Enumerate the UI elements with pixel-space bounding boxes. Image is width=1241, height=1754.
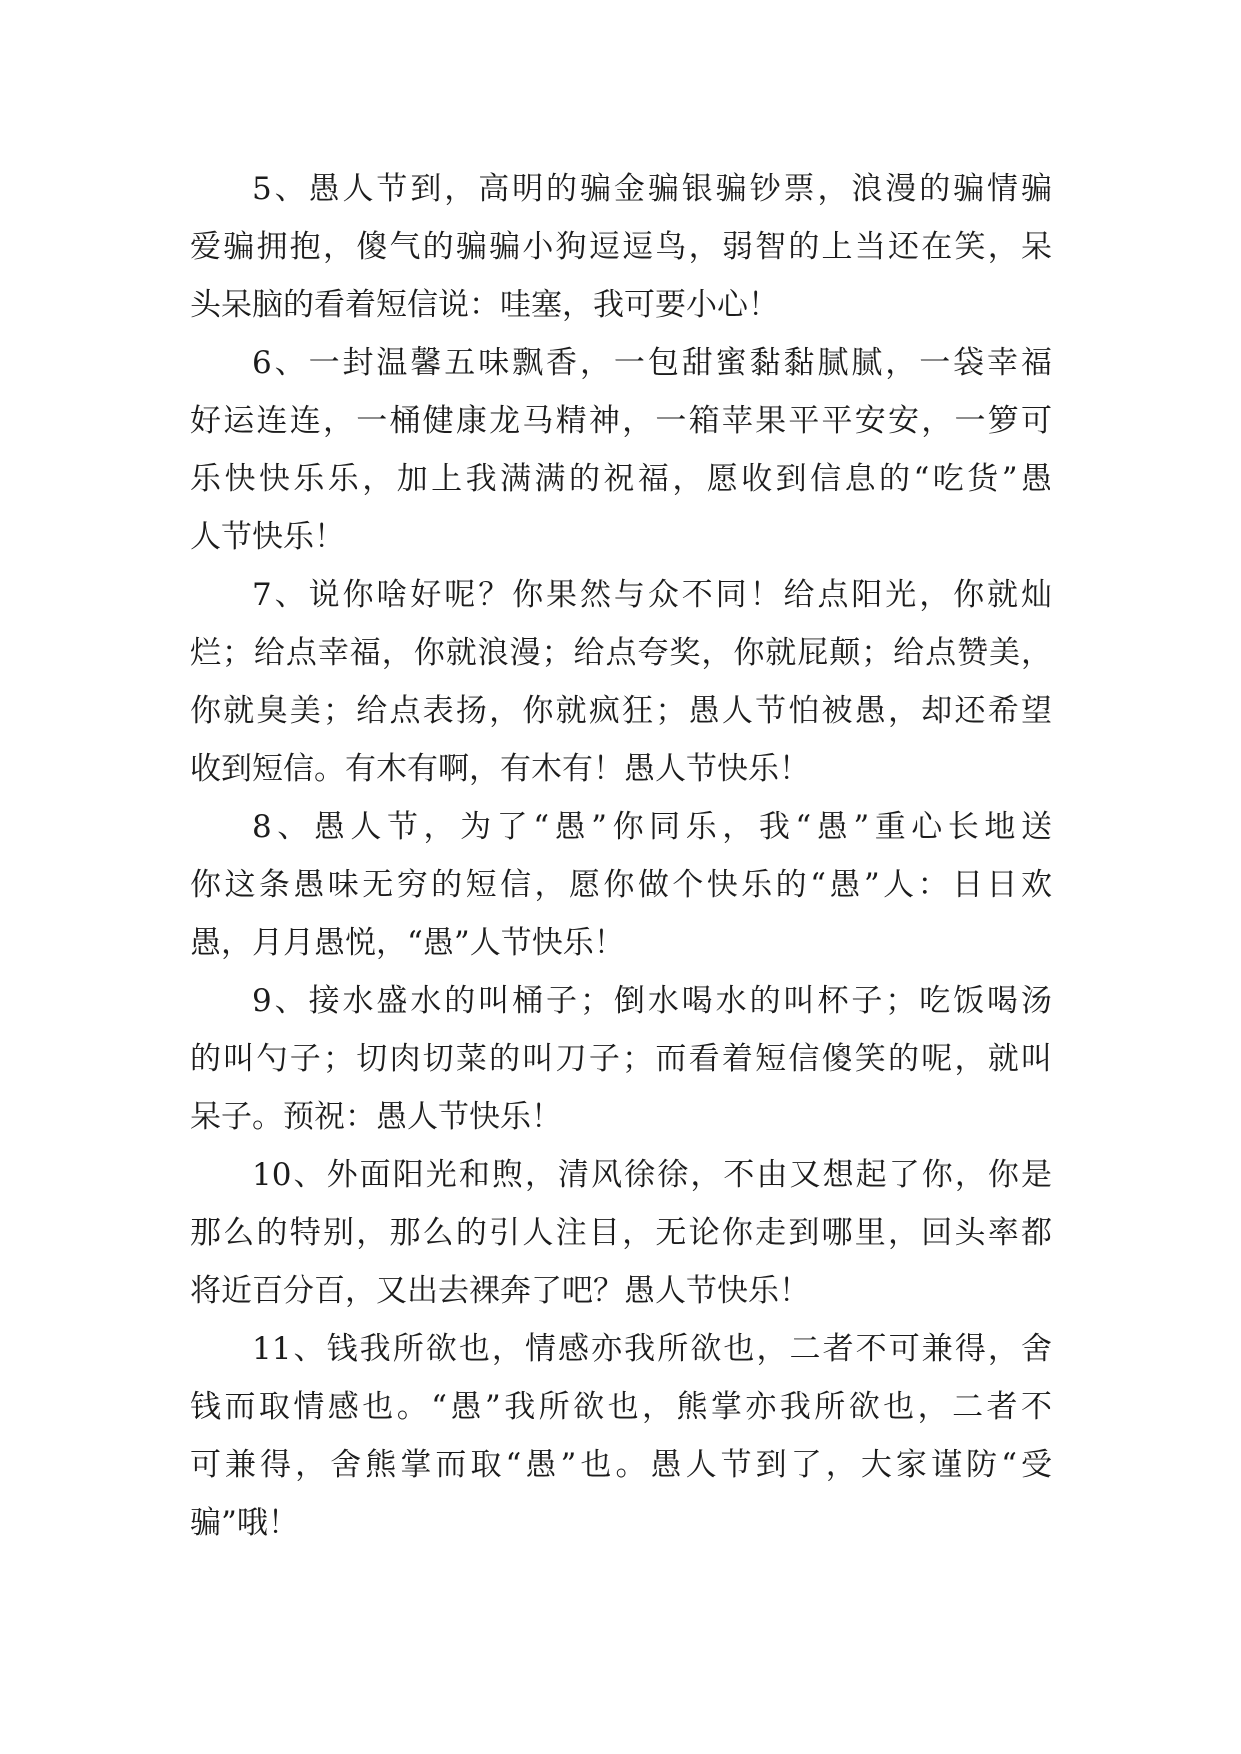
paragraph-8 (190, 798, 1052, 972)
text-line: 烂；给点幸福，你就浪漫；给点夸奖，你就屁颠；给点赞美， (190, 635, 1052, 671)
text-line: 7、说你啥好呢？你果然与众不同！给点阳光，你就灿 (252, 577, 1052, 613)
text-line: 收到短信。有木有啊，有木有！愚人节快乐！ (190, 751, 810, 787)
text-line: 11、钱我所欲也，情感亦我所欲也，二者不可兼得，舍 (252, 1331, 1052, 1367)
text-line: 乐快快乐乐，加上我满满的祝福，愿收到信息的“吃货”愚 (190, 461, 1052, 497)
text-line: 9、接水盛水的叫桶子；倒水喝水的叫杯子；吃饭喝汤 (252, 983, 1052, 1019)
text-line: 10、外面阳光和煦，清风徐徐，不由又想起了你，你是 (252, 1157, 1052, 1193)
text-line: 人节快乐！ (190, 519, 345, 555)
text-line: 5、愚人节到，高明的骗金骗银骗钞票，浪漫的骗情骗 (252, 171, 1052, 207)
paragraph-7 (190, 566, 1052, 798)
text-line: 钱而取情感也。“愚”我所欲也，熊掌亦我所欲也，二者不 (190, 1389, 1052, 1425)
text-line: 好运连连，一桶健康龙马精神，一箱苹果平平安安，一箩可 (190, 403, 1052, 439)
document-body (190, 160, 1052, 1552)
paragraph-5 (190, 160, 1052, 334)
text-line: 骗”哦！ (190, 1505, 299, 1541)
text-line: 呆子。预祝：愚人节快乐！ (190, 1099, 562, 1135)
text-line: 爱骗拥抱，傻气的骗骗小狗逗逗鸟，弱智的上当还在笑，呆 (190, 229, 1052, 265)
text-line: 8、愚人节，为了“愚”你同乐，我“愚”重心长地送 (252, 809, 1052, 845)
paragraph-10 (190, 1146, 1052, 1320)
text-line: 你这条愚味无穷的短信，愿你做个快乐的“愚”人：日日欢 (190, 867, 1052, 903)
paragraph-9 (190, 972, 1052, 1146)
text-line: 愚，月月愚悦，“愚”人节快乐！ (190, 925, 625, 961)
paragraph-11 (190, 1320, 1052, 1552)
text-line: 6、一封温馨五味飘香，一包甜蜜黏黏腻腻，一袋幸福 (252, 345, 1052, 381)
text-line: 头呆脑的看着短信说：哇塞，我可要小心！ (190, 287, 779, 323)
paragraph-6 (190, 334, 1052, 566)
text-line: 那么的特别，那么的引人注目，无论你走到哪里，回头率都 (190, 1215, 1052, 1251)
text-line: 你就臭美；给点表扬，你就疯狂；愚人节怕被愚，却还希望 (190, 693, 1052, 729)
text-line: 可兼得，舍熊掌而取“愚”也。愚人节到了，大家谨防“受 (190, 1447, 1052, 1483)
text-line: 的叫勺子；切肉切菜的叫刀子；而看着短信傻笑的呢，就叫 (190, 1041, 1052, 1077)
text-line: 将近百分百，又出去裸奔了吧？愚人节快乐！ (190, 1273, 810, 1309)
